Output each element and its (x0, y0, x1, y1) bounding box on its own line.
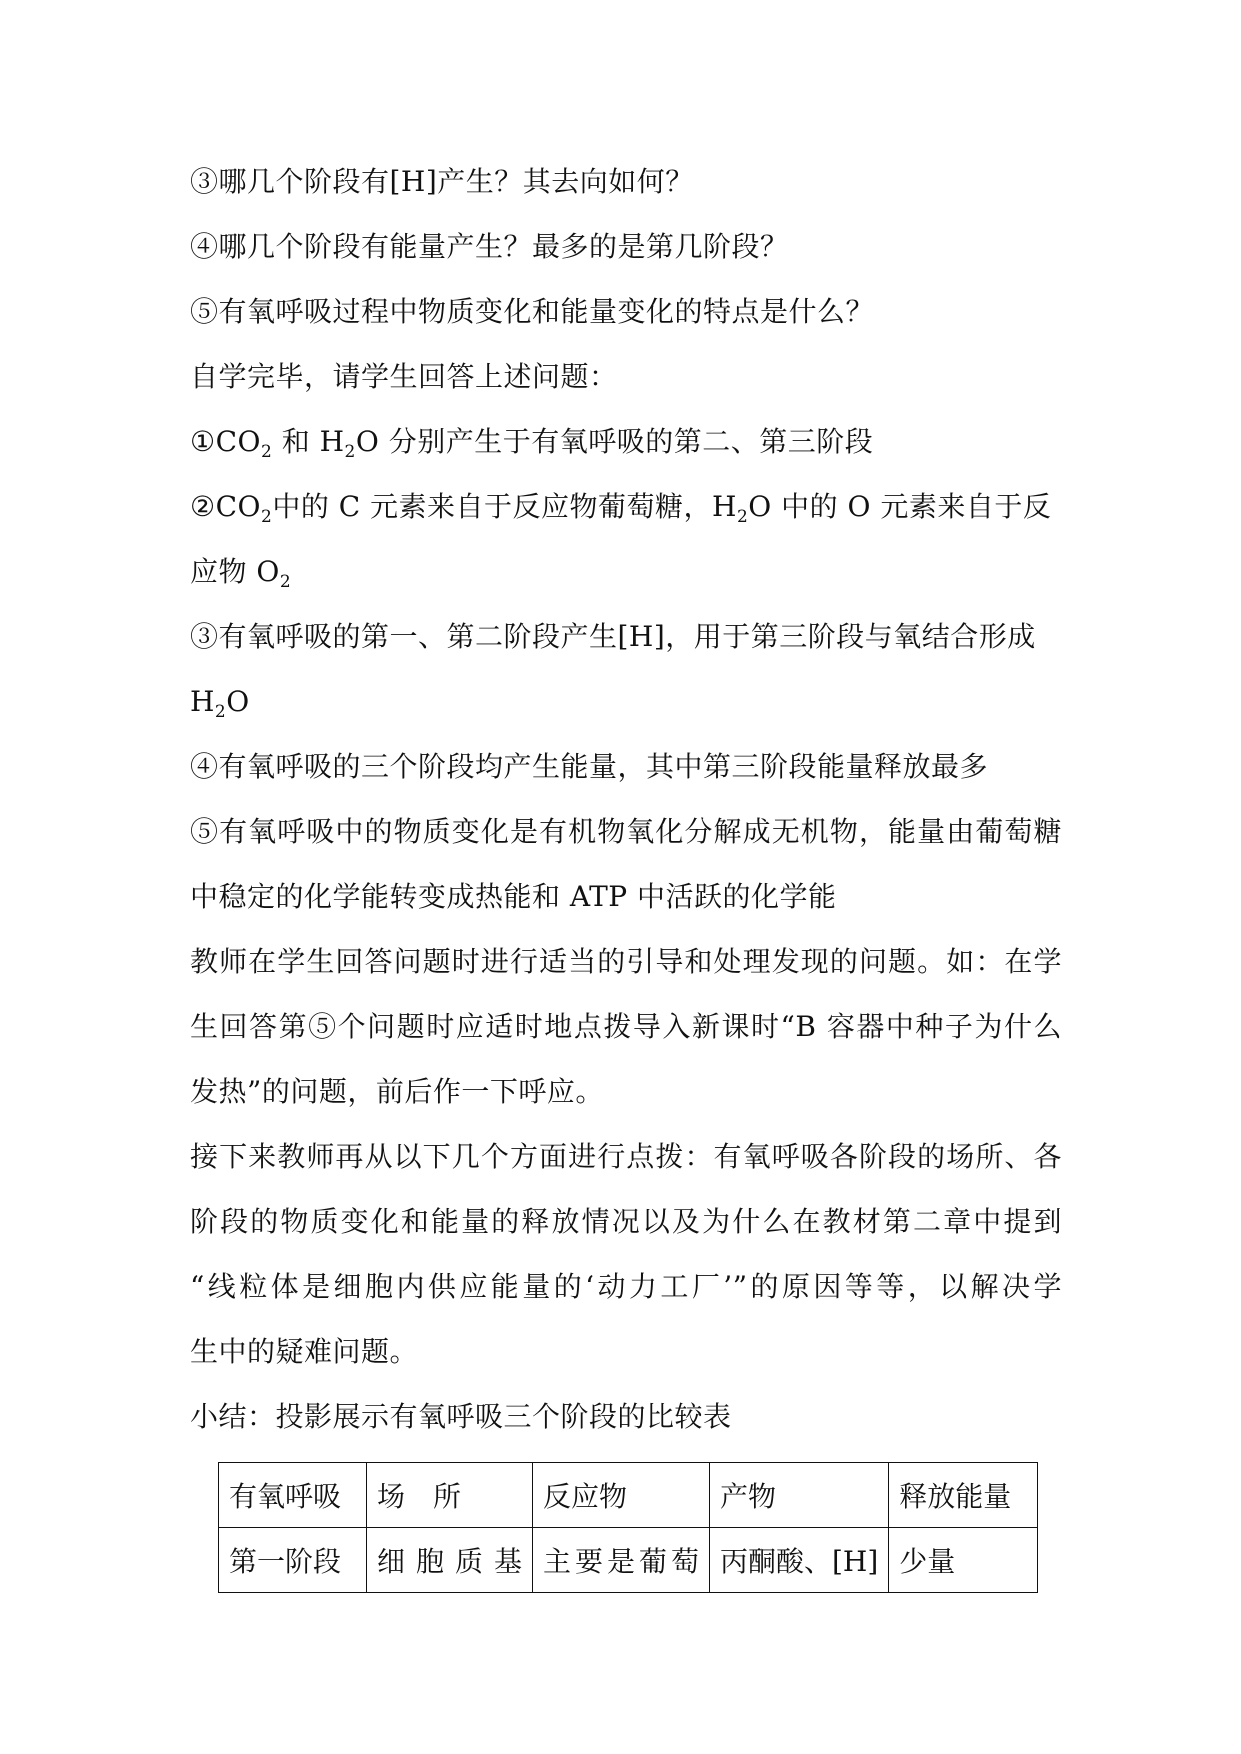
answer-5: ⑤有氧呼吸中的物质变化是有机物氧化分解成无机物，能量由葡萄糖 (190, 815, 1062, 848)
table-header-cell: 释放能量 (889, 1463, 1038, 1528)
stage-comparison-table (218, 1462, 1038, 1593)
table-header-cell: 场 所 (367, 1463, 533, 1528)
question-5: ⑤有氧呼吸过程中物质变化和能量变化的特点是什么？ (190, 295, 875, 328)
answer-4: ④有氧呼吸的三个阶段均产生能量，其中第三阶段能量释放最多 (190, 750, 989, 783)
table-cell: 少量 (889, 1528, 1038, 1593)
document-body (190, 158, 1062, 1458)
answer-3: ③有氧呼吸的第一、第二阶段产生[H]，用于第三阶段与氧结合形成 (190, 620, 1036, 653)
follow-up-line: “线粒体是细胞内供应能量的‘动力工厂’”的原因等等，以解决学 (190, 1270, 1062, 1303)
teacher-guidance-line: 教师在学生回答问题时进行适当的引导和处理发现的问题。如：在学 (190, 945, 1062, 978)
answer-2: $②CO_2$中的 C 元素来自于反应物葡萄糖，$H_2O$ 中的 O 元素来自于反 (190, 490, 1052, 527)
question-3: ③哪几个阶段有[H]产生？其去向如何？ (190, 165, 694, 198)
table-cell: 丙酮酸、[H] (710, 1528, 889, 1593)
table-cell: 主要是葡萄 (533, 1528, 710, 1593)
follow-up-line: 生中的疑难问题。 (190, 1335, 419, 1368)
summary-caption: 小结：投影展示有氧呼吸三个阶段的比较表 (190, 1400, 732, 1433)
table-header-cell: 有氧呼吸 (219, 1463, 367, 1528)
teacher-guidance-line: 发热”的问题，前后作一下呼应。 (190, 1075, 604, 1108)
answer-2-continued: 应物 $O_2$ (190, 555, 292, 592)
answer-1: $①CO_2$ 和 $H_2O$ 分别产生于有氧呼吸的第二、第三阶段 (190, 425, 874, 462)
table-header-cell: 反应物 (533, 1463, 710, 1528)
table-header-row (219, 1463, 1038, 1528)
teacher-guidance-line: 生回答第⑤个问题时应适时地点拨导入新课时“B 容器中种子为什么 (190, 1010, 1062, 1043)
answer-5-continued: 中稳定的化学能转变成热能和 ATP 中活跃的化学能 (190, 880, 837, 913)
question-4: ④哪几个阶段有能量产生？最多的是第几阶段？ (190, 230, 789, 263)
follow-up-line: 阶段的物质变化和能量的释放情况以及为什么在教材第二章中提到 (190, 1205, 1062, 1238)
table-cell: 细胞质基 (367, 1528, 533, 1593)
table-cell: 第一阶段 (219, 1528, 367, 1593)
answer-3-continued: $H_2O$ (190, 685, 250, 722)
follow-up-line: 接下来教师再从以下几个方面进行点拨：有氧呼吸各阶段的场所、各 (190, 1140, 1062, 1173)
table-row (219, 1528, 1038, 1593)
answer-intro: 自学完毕，请学生回答上述问题： (190, 360, 618, 393)
table-header-cell: 产物 (710, 1463, 889, 1528)
